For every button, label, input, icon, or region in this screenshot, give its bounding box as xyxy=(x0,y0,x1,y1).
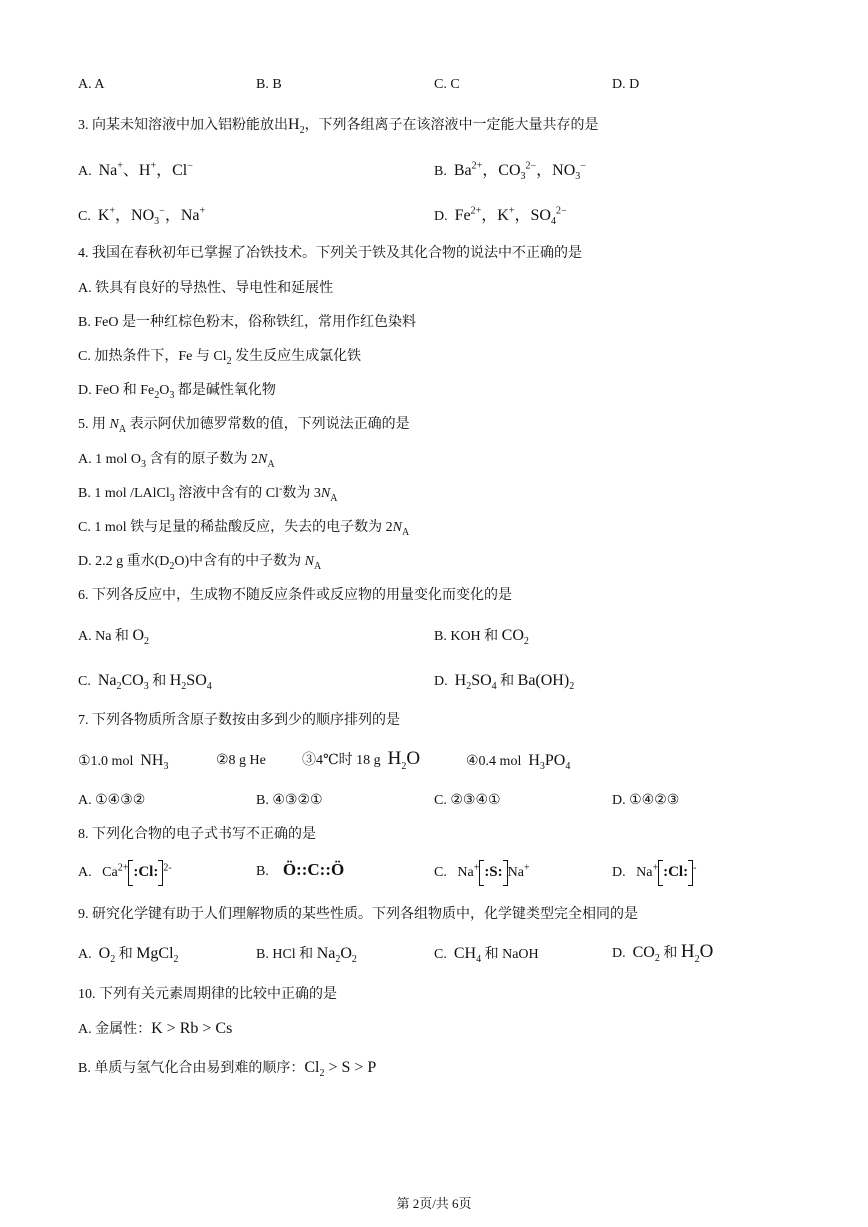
q7-item-1: ①1.0 mol $NH_3$ xyxy=(78,752,169,773)
q6-option-b: B. KOH 和 $CO_2$ xyxy=(434,627,529,648)
q8-option-b: B. Ö::C::Ö xyxy=(256,860,345,879)
q8-option-d: D. Na+ :Cl: - xyxy=(612,860,696,886)
q9-option-a: A. $O_2$ 和 MgCl$_2$ xyxy=(78,945,179,966)
q4-option-c: C. 加热条件下，Fe 与 $Cl_2$ 发生反应生成氯化铁 xyxy=(78,349,362,367)
q7-option-c: C. ②③④① xyxy=(434,793,501,808)
q5-option-c: C. 1 mol 铁与足量的稀盐酸反应，失去的电子数为 $2N_A$ xyxy=(78,520,410,538)
q6-stem: 6. 下列各反应中，生成物不随反应条件或反应物的用量变化而变化的是 xyxy=(78,588,512,603)
q3-option-a: A. Na+、H+，Cl− xyxy=(78,160,193,179)
q7-option-b: B. ④③②① xyxy=(256,793,323,808)
q8-option-c: C. Na+ :S: Na+ xyxy=(434,860,530,886)
q7-option-d: D. ①④②③ xyxy=(612,793,680,808)
q5-option-b: B. 1 mol /LAlCl$_3$ 溶液中含有的 Cl-数为 $3N_A$ xyxy=(78,483,338,504)
q10-stem: 10. 下列有关元素周期律的比较中正确的是 xyxy=(78,987,337,1002)
q3-option-b: B. $Ba^{2+}$，$CO_3^{2-}$，$NO_3^-$ xyxy=(434,160,586,183)
q9-option-d: D. $CO_2$ 和 $H_2O$ xyxy=(612,941,714,965)
q4-option-b: B. FeO 是一种红棕色粉末，俗称铁红，常用作红色染料 xyxy=(78,315,416,330)
q6-option-a: A. Na 和 $O_2$ xyxy=(78,627,149,648)
q4-option-d: D. FeO 和 $Fe_2O_3$ 都是碱性氧化物 xyxy=(78,383,276,401)
q6-option-c: C. $Na_2CO_3$ 和 $H_2SO_4$ xyxy=(78,672,212,693)
q10-option-a: A. 金属性：K > Rb > Cs xyxy=(78,1020,233,1037)
q7-option-a: A. ①④③② xyxy=(78,793,146,808)
q5-option-d: D. 2.2 g 重水$(D_2O)$中含有的中子数为 $N_A$ xyxy=(78,554,322,572)
q3-stem: 3. 向某未知溶液中加入铝粉能放出$H_2$，下列各组离子在该溶液中一定能大量共存的是 xyxy=(78,116,599,136)
q4-option-a: A. 铁具有良好的导热性、导电性和延展性 xyxy=(78,281,334,296)
q9-option-c: C. $CH_4$ 和 NaOH xyxy=(434,945,539,966)
q7-item-3: ③4℃时 18 g $H_2O$ xyxy=(302,748,421,772)
q5-stem: 5. 用 $N_A$ 表示阿伏加德罗常数的值，下列说法正确的是 xyxy=(78,417,410,435)
q8-option-a: A. $Ca^{2+}$ :Cl: $^{2-}$ xyxy=(78,860,172,886)
q4-stem: 4. 我国在春秋初年已掌握了冶铁技术。下列关于铁及其化合物的说法中不正确的是 xyxy=(78,246,582,261)
q2-option-b: B. B xyxy=(256,77,282,92)
page-footer: 第 2页/共 6页 xyxy=(396,1196,472,1211)
q3-option-c: C. K+，$NO_3^-$，Na+ xyxy=(78,205,206,228)
q3-option-d: D. $Fe^{2+}$，K+，$SO_4^{2-}$ xyxy=(434,205,567,228)
q8-stem: 8. 下列化合物的电子式书写不正确的是 xyxy=(78,827,316,842)
q6-option-d: D. $H_2SO_4$ 和 $Ba(OH)_2$ xyxy=(434,672,575,693)
q7-stem: 7. 下列各物质所含原子数按由多到少的顺序排列的是 xyxy=(78,713,400,728)
q2-option-a: A. A xyxy=(78,77,105,92)
q9-stem: 9. 研究化学键有助于人们理解物质的某些性质。下列各组物质中，化学键类型完全相同的是 xyxy=(78,907,638,922)
q2-option-c: C. C xyxy=(434,77,460,92)
q7-item-4: ④0.4 mol $H_3PO_4$ xyxy=(466,752,571,773)
q9-option-b: B. HCl 和 $Na_2O_2$ xyxy=(256,945,357,966)
q2-option-d: D. D xyxy=(612,77,640,92)
q5-option-a: A. 1 mol $O_3$ 含有的原子数为 $2N_A$ xyxy=(78,452,275,470)
q10-option-b: B. 单质与氢气化合由易到难的顺序：$Cl_2 > S > P$ xyxy=(78,1059,377,1080)
q7-item-2: ②8 g He xyxy=(216,753,266,768)
